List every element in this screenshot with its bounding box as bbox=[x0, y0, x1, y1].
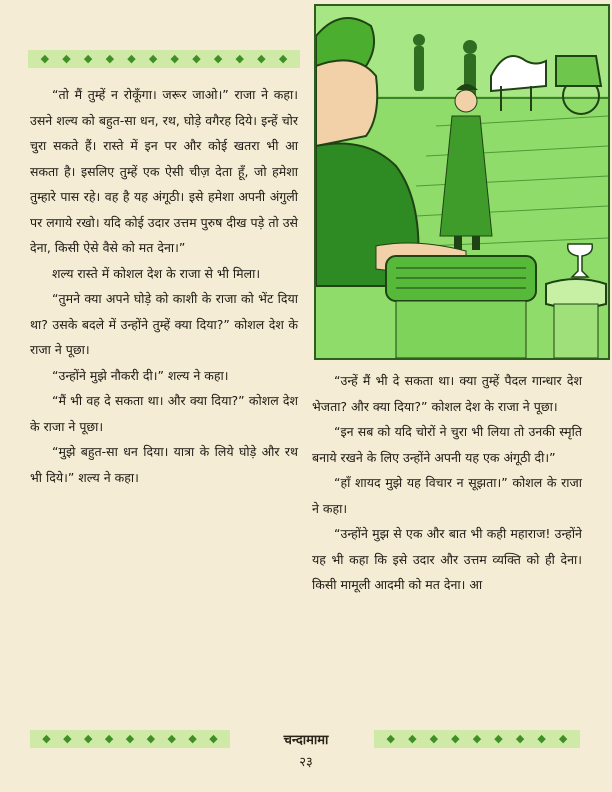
paragraph: “तुमने क्या अपने घोड़े को काशी के राजा को भेंट दिया था? उसके बदले में उन्होंने तुम्हें क्या दिया?” कोशल देश के राजा ने पूछा। bbox=[30, 291, 302, 357]
paragraph: “उन्होंने मुझे नौकरी दी।” शल्य ने कहा। bbox=[52, 367, 229, 383]
bottom-ornament-right: ◆ ◆ ◆ ◆ ◆ ◆ ◆ ◆ ◆ bbox=[374, 730, 580, 748]
paragraph: “तो मैं तुम्हें न रोकूँगा। जरूर जाओ।” राजा ने कहा। उसने शल्य को बहुत-सा धन, रथ, घोड़े वगैरह दिये। इन्हें चोर चुरा सकते हैं। रास्ते में इन पर और कोई खतरा भी आ सकता है। इसलिए तुम्हें एक ऐसी चीज़ देता हूँ, जो हमेशा तुम्हारे पास रहे। वह है यह अंगूठी। इसे हमेशा अपनी अंगुली पर लगाये रखो। यदि कोई उदार उत्तम पुरुष दीख पड़े तो उसे देना, किसी ऐसे वैसे को मत देना।” bbox=[30, 87, 302, 255]
top-ornament: ◆ ◆ ◆ ◆ ◆ ◆ ◆ ◆ ◆ ◆ ◆ ◆ bbox=[28, 50, 300, 68]
left-text-column bbox=[30, 82, 302, 490]
story-illustration bbox=[314, 4, 610, 360]
bottom-ornament-left: ◆ ◆ ◆ ◆ ◆ ◆ ◆ ◆ ◆ bbox=[30, 730, 230, 748]
king-and-prince-illustration-icon bbox=[316, 6, 608, 358]
paragraph: शल्य रास्ते में कोशल देश के राजा से भी मिला। bbox=[52, 265, 261, 281]
magazine-name: चन्दामामा bbox=[283, 733, 329, 748]
paragraph: “इन सब को यदि चोरों ने चुरा भी लिया तो उनकी स्मृति बनाये रखने के लिए उन्होंने अपनी यह एक अंगूठी दी।” bbox=[312, 424, 586, 465]
paragraph: “उन्होंने मुझ से एक और बात भी कही महाराज! उन्होंने यह भी कहा कि इसे उदार और उत्तम व्यक्ति को ही देना। किसी मामूली आदमी को मत देना। आ bbox=[312, 526, 586, 592]
right-text-column bbox=[312, 368, 586, 598]
paragraph: “उन्हें मैं भी दे सकता था। क्या तुम्हें पैदल गान्धार देश भेजता? और क्या दिया?” कोशल देश के राजा ने पूछा। bbox=[312, 373, 586, 414]
paragraph: “हाँ शायद मुझे यह विचार न सूझता।” कोशल के राजा ने कहा। bbox=[312, 475, 586, 516]
page-number: २३ bbox=[299, 755, 313, 770]
paragraph: “मैं भी वह दे सकता था। और क्या दिया?” कोशल देश के राजा ने पूछा। bbox=[30, 393, 302, 434]
paragraph: “मुझे बहुत-सा धन दिया। यात्रा के लिये घोड़े और रथ भी दिये।” शल्य ने कहा। bbox=[30, 444, 302, 485]
